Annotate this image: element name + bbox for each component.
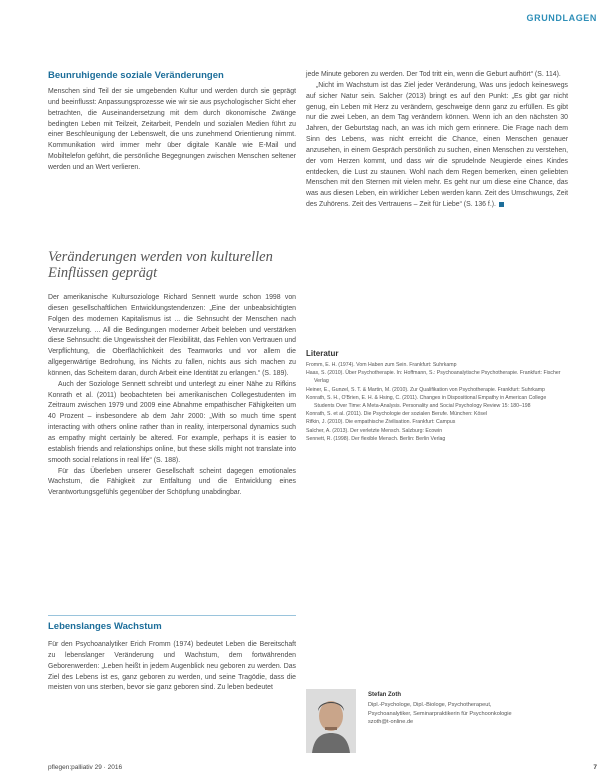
section-label: GRUNDLAGEN — [526, 13, 597, 23]
right-column-top — [306, 70, 568, 211]
end-of-article-mark — [499, 202, 504, 207]
section-divider — [48, 615, 296, 616]
literature-item: Konrath, S. et al. (2011). Die Psychologie der sozialen Berufe. München: Kösel — [306, 411, 487, 418]
literature-item: Fromm, E. H. (1974). Vom Haben zum Sein. Frankfurt: Suhrkamp — [306, 362, 457, 368]
paragraph-text: „Nicht im Wachstum ist das Ziel jeder Veränderung, Was uns jedoch keineswegs auf sicher Natur sein. Salcher (2013) bringt es auf den Punkt: „Es gibt gar nicht genug, ein Leben mit Herz zu verändern, geschweige denn ganz zu erfüllen. Es gibt nur die zwei Leben, an dem Tag verändern können. Wenn ich an den nächsten 30 Jahren, der Geburtstag nach, an was ich mich gern erinnere. Die Frage nach dem Sinn des Lebens, was nicht erreicht die Chance, einen Menschen genauer anzusehen, in einem Gespräch persönlich zu suchen, einen Menschen zu verstehen, der vom Herzen kommt, und dass wir die sprudelnde Neugierde eines Kindes entdecken, die Lust zu staunen. Wohl nach dem Regen bemerken, einen geliebten Menschen mit den Sternen mit vielen mehr. Es geht nur um diese eine Chance, das was aus diesen Leben, ein wirklicher Leben werden kann. Zeit des Umschwungs, Zeit des Zuhörens. Zeit des Vertrauens – Zeit für Liebe“ (S. 136 f.). — [306, 81, 568, 209]
literature-heading: Literatur — [306, 349, 339, 358]
paragraph: Für den Psychoanalytiker Erich Fromm (1974) bedeutet Leben die Bereitschaft zu lebenslanger Veränderung und Wachstum, dem fortwährenden Geborenwerden: „Leben heißt in jedem Augenblick neu geboren zu werden. Das Ziel des Lebens ist es, ganz geboren zu werden, und seine Tragödie, dass die meisten von uns sterben, bevor sie ganz geboren sind. Zu leben bedeutet — [48, 641, 296, 692]
heading-disturbing-changes: Beunruhigende soziale Veränderungen — [48, 70, 224, 81]
publication-footer: pflegen:palliativ 29 · 2016 — [48, 764, 123, 771]
literature-item: Heiner, E., Gunzel, S. T. & Martin, M. (2010). Zur Qualifikation von Psychotherapie. Frankfurt: Suhrkamp — [306, 386, 545, 393]
page-number: 7 — [593, 764, 597, 771]
left-column-middle — [48, 293, 296, 499]
paragraph: Der amerikanische Kultursoziologe Richard Sennett wurde schon 1998 von diesen gesellschaftlichen Entwicklungstendenzen: „Eine der unbeabsichtigten Folgen des modernen Kapitalismus ist ... die Sehnsucht der Menschen nach Verwurzelung. ... All die Bedingungen moderner Arbeit beleben und verstärken diese Sehnsucht: die Ungewissheit der Flexibilität, das Fehlen von Vertrauen und Verpflichtung, die Oberflächlichkeit des Teamworks und vor allem die allgegenwärtige Bedrohung, ins Nichts zu fallen, nichts aus sich machen zu können, das Scheitern daran, durch Arbeit eine Identität zu erlangen.“ (S. 189). — [48, 294, 296, 377]
literature-item: Haas, S. (2010). Über Psychotherapie. In: Hoffmann, S.: Psychoanalytische Psychotherapie. Frankfurt: Fischer Verlag — [306, 370, 561, 385]
paragraph: Menschen sind Teil der sie umgebenden Kultur und werden durch sie geprägt und beeinflusst: Anpassungsprozesse wie wir sie aus psychologischer Sicht eher betrachten, die Auseinandersetzung mit dem durch ökonomische Zwänge bedingten Leben mit Teilzeit, Zeitarbeit, Pendeln und sozialen Medien führt zu einer Beschleunigung der Lebenswelt, die uns zunehmend Orientierung nimmt. Kommunikation wird immer mehr über digitale Kanäle wie E-Mail und Mobiltelefon geführt, die persönliche Begegnungen zwischen Menschen seltener werden und an Wert verlieren. — [48, 88, 296, 171]
author-profession: Psychoanalytiker, Seminarpraktikerin für Psychoonkologie — [368, 710, 512, 717]
paragraph: jede Minute geboren zu werden. Der Tod tritt ein, wenn die Geburt aufhört“ (S. 114). — [306, 71, 561, 78]
author-info — [368, 692, 578, 727]
left-column-bottom — [48, 640, 296, 694]
author-credentials: Dipl.-Psychologe, Dipl.-Biologe, Psychotherapeut, — [368, 702, 492, 708]
left-column-top — [48, 87, 296, 174]
heading-lifelong-growth: Lebenslanges Wachstum — [48, 621, 162, 632]
author-name: Stefan Zoth — [368, 692, 401, 698]
author-photo — [306, 689, 356, 753]
subheading-cultural: Veränderungen werden von kulturellen Einflüssen geprägt — [48, 249, 273, 281]
literature-item: Sennett, R. (1998). Der flexible Mensch. Berlin: Berlin Verlag — [306, 435, 446, 442]
literature-list — [306, 361, 568, 443]
literature-item: Konrath, S. H., O'Brien, E. H. & Hsing, C. (2011). Changes in Dispositional Empathy in American College Students Over Time: A Meta-Analysis. Personality and Social Psychology Review 15: 180–198 — [306, 394, 547, 410]
paragraph: Auch der Soziologe Sennett schreibt und unterlegt zu einer Nähe zu Rifkins Konrath et al. (2011) beobachteten bei amerikanischen Collegestudenten im Zeitraum zwischen 1979 und 2009 eine Abnahme empathischer Fähigkeiten um 40 Prozent – insbesondere ab dem Jahr 2000: „With so much time spent interacting with others online rather than in reality, interpersonal dynamics such as empathy might certainly be altered. For example, perhaps it is easier to establish friends and relationships online, but these skills might not translate into smooth social relations in real life“ (S. 188). — [48, 380, 296, 464]
literature-item: Salcher, A. (2013). Der verletzte Mensch. Salzburg: Ecowin — [306, 427, 443, 434]
paragraph: Für das Überleben unserer Gesellschaft scheint dagegen emotionales Wachstum, die Fähigkeit zur Entfaltung und die Entwicklung eines Verantwortungsgefühls gegenüber der Schöpfung unabdingbar. — [48, 467, 296, 497]
paragraph — [306, 81, 568, 211]
author-email[interactable]: szoth@t-online.de — [368, 719, 414, 726]
literature-item: Rifkin, J. (2010). Die empathische Zivilisation. Frankfurt: Campus — [306, 419, 456, 426]
author-portrait-icon — [306, 689, 356, 753]
